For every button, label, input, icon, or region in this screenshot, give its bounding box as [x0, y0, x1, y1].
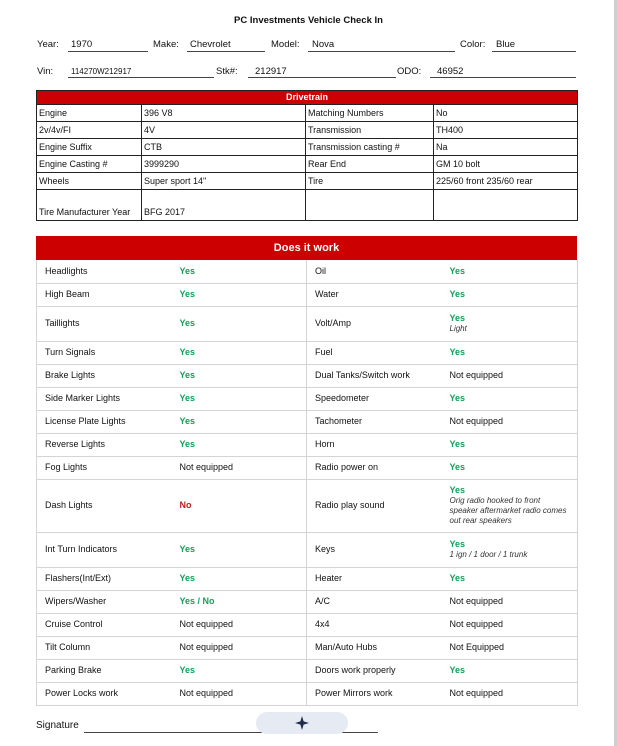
table-row — [37, 122, 578, 139]
item-label: Radio power on — [307, 456, 442, 479]
item-label: Man/Auto Hubs — [307, 636, 442, 659]
year-label: Year: — [37, 39, 59, 50]
item-label: High Beam — [37, 283, 172, 306]
item-status-cell — [442, 387, 578, 410]
vin-underline — [68, 77, 214, 78]
drivetrain-table — [36, 90, 578, 221]
model-underline — [308, 51, 455, 52]
item-status: Yes — [449, 462, 466, 472]
spec-value: Na — [434, 139, 578, 156]
make-label: Make: — [153, 39, 179, 50]
vin-label: Vin: — [37, 66, 54, 77]
item-status-cell — [442, 682, 578, 705]
item-status: No — [172, 479, 307, 532]
stk-underline — [248, 77, 396, 78]
item-label: Dash Lights — [37, 479, 172, 532]
works-table — [36, 260, 578, 706]
item-status: Yes — [449, 439, 466, 449]
table-row — [37, 173, 578, 190]
spec-value: GM 10 bolt — [434, 156, 578, 173]
spec-label: Tire — [306, 173, 434, 190]
stk-field — [216, 66, 287, 77]
item-status-cell — [442, 433, 578, 456]
year-value: 1970 — [71, 39, 93, 50]
item-status-cell — [442, 636, 578, 659]
item-label: Fog Lights — [37, 456, 172, 479]
spec-value: Super sport 14" — [142, 173, 306, 190]
table-row — [37, 139, 578, 156]
table-row — [37, 341, 578, 364]
item-label: Side Marker Lights — [37, 387, 172, 410]
item-label: Power Locks work — [37, 682, 172, 705]
item-note: Light — [449, 324, 467, 333]
item-status-cell — [442, 364, 578, 387]
spec-label: Tire Manufacturer Year — [37, 190, 142, 221]
color-value: Blue — [496, 39, 516, 50]
assist-button[interactable] — [256, 712, 348, 734]
spec-label: Engine Casting # — [37, 156, 142, 173]
make-field — [153, 39, 231, 50]
item-status-cell — [442, 659, 578, 682]
table-row — [37, 387, 578, 410]
spec-value: TH400 — [434, 122, 578, 139]
table-row — [37, 659, 578, 682]
spec-value: No — [434, 105, 578, 122]
item-status-cell — [442, 260, 578, 283]
table-row — [37, 364, 578, 387]
item-status: Not equipped — [172, 456, 307, 479]
item-note: Orig radio hooked to front speaker aftermarket radio comes out rear speakers — [449, 496, 567, 525]
year-underline — [68, 51, 148, 52]
stk-label: Stk#: — [216, 66, 238, 77]
item-status-cell — [442, 410, 578, 433]
item-label: Tachometer — [307, 410, 442, 433]
sparkle-icon — [294, 715, 310, 731]
works-header: Does it work — [36, 236, 577, 260]
item-status: Not equipped — [172, 636, 307, 659]
item-label: Volt/Amp — [307, 306, 442, 341]
item-label: Keys — [307, 532, 442, 567]
item-status-cell — [442, 456, 578, 479]
item-status: Yes — [172, 364, 307, 387]
item-label: Oil — [307, 260, 442, 283]
item-status: Yes — [449, 573, 466, 583]
item-status: Yes — [172, 532, 307, 567]
item-status-cell — [442, 479, 578, 532]
works-section — [36, 236, 577, 706]
table-row — [37, 105, 578, 122]
spec-label: Engine Suffix — [37, 139, 142, 156]
table-row — [37, 260, 578, 283]
item-status: Not equipped — [449, 370, 504, 380]
item-label: Radio play sound — [307, 479, 442, 532]
model-label: Model: — [271, 39, 300, 50]
item-label: Reverse Lights — [37, 433, 172, 456]
spec-value: CTB — [142, 139, 306, 156]
color-label: Color: — [460, 39, 486, 50]
item-label: Speedometer — [307, 387, 442, 410]
item-status: Yes / No — [172, 590, 307, 613]
item-label: Brake Lights — [37, 364, 172, 387]
odo-label: ODO: — [397, 66, 422, 77]
stk-value: 212917 — [255, 66, 287, 77]
spec-label: Wheels — [37, 173, 142, 190]
item-label: Headlights — [37, 260, 172, 283]
item-label: Horn — [307, 433, 442, 456]
spec-label: 2v/4v/FI — [37, 122, 142, 139]
table-row — [37, 613, 578, 636]
spec-label: Engine — [37, 105, 142, 122]
item-status: Not equipped — [449, 596, 504, 606]
item-label: Int Turn Indicators — [37, 532, 172, 567]
item-label: Flashers(Int/Ext) — [37, 567, 172, 590]
color-field — [460, 39, 516, 50]
spec-value: 3999290 — [142, 156, 306, 173]
item-status: Not equipped — [449, 619, 504, 629]
odo-value: 46952 — [437, 66, 464, 77]
make-value: Chevrolet — [190, 39, 231, 50]
table-row — [37, 682, 578, 705]
table-row — [37, 190, 578, 221]
spec-value: 225/60 front 235/60 rear — [434, 173, 578, 190]
item-status: Not equipped — [449, 688, 504, 698]
model-field — [271, 39, 335, 50]
item-status: Yes — [172, 567, 307, 590]
spec-value — [434, 190, 578, 221]
item-label: License Plate Lights — [37, 410, 172, 433]
model-value: Nova — [312, 39, 335, 50]
table-row — [37, 479, 578, 532]
item-label: Tilt Column — [37, 636, 172, 659]
item-status: Yes — [449, 665, 466, 675]
item-label: 4x4 — [307, 613, 442, 636]
item-label: Doors work properly — [307, 659, 442, 682]
year-field — [37, 39, 93, 50]
item-status: Yes — [172, 283, 307, 306]
table-row — [37, 306, 578, 341]
item-label: Heater — [307, 567, 442, 590]
spec-value: 396 V8 — [142, 105, 306, 122]
spec-value: BFG 2017 — [142, 190, 306, 221]
item-status: Yes — [449, 289, 466, 299]
item-status: Yes — [172, 341, 307, 364]
spec-value: 4V — [142, 122, 306, 139]
item-label: A/C — [307, 590, 442, 613]
table-row — [37, 410, 578, 433]
table-row — [37, 590, 578, 613]
item-status: Yes — [172, 659, 307, 682]
signature-label: Signature — [36, 720, 79, 731]
table-row — [37, 433, 578, 456]
vin-value: 114270W212917 — [71, 67, 132, 76]
item-status-cell — [442, 613, 578, 636]
item-status-cell — [442, 341, 578, 364]
odo-field — [397, 66, 464, 77]
item-note: 1 ign / 1 door / 1 trunk — [449, 550, 528, 559]
item-label: Wipers/Washer — [37, 590, 172, 613]
item-label: Dual Tanks/Switch work — [307, 364, 442, 387]
table-row — [37, 636, 578, 659]
item-status: Yes — [172, 410, 307, 433]
item-status-cell — [442, 306, 578, 341]
document-title: PC Investments Vehicle Check In — [234, 15, 383, 26]
item-status: Yes — [449, 485, 466, 495]
item-label: Power Mirrors work — [307, 682, 442, 705]
item-status: Yes — [172, 433, 307, 456]
item-status: Yes — [172, 387, 307, 410]
spec-label: Transmission — [306, 122, 434, 139]
item-status: Yes — [449, 265, 466, 276]
spec-label — [306, 190, 434, 221]
item-status-cell — [442, 590, 578, 613]
item-status: Yes — [449, 393, 466, 403]
spec-label: Transmission casting # — [306, 139, 434, 156]
item-label: Parking Brake — [37, 659, 172, 682]
odo-underline — [430, 77, 576, 78]
item-status: Yes — [449, 347, 466, 357]
item-status-cell — [442, 567, 578, 590]
color-underline — [492, 51, 576, 52]
table-row — [37, 532, 578, 567]
make-underline — [187, 51, 265, 52]
spec-label: Rear End — [306, 156, 434, 173]
item-status: Not equipped — [172, 682, 307, 705]
item-status: Yes — [172, 260, 307, 283]
table-row — [37, 567, 578, 590]
vin-field — [37, 66, 132, 77]
drivetrain-header: Drivetrain — [37, 91, 578, 105]
item-status-cell — [442, 283, 578, 306]
item-status: Yes — [449, 313, 466, 323]
item-label: Turn Signals — [37, 341, 172, 364]
table-row — [37, 283, 578, 306]
item-label: Fuel — [307, 341, 442, 364]
spec-label: Matching Numbers — [306, 105, 434, 122]
item-status: Yes — [449, 539, 466, 549]
item-label: Water — [307, 283, 442, 306]
item-status: Not Equipped — [449, 642, 505, 652]
table-row — [37, 156, 578, 173]
item-label: Taillights — [37, 306, 172, 341]
item-status: Yes — [172, 306, 307, 341]
item-status: Not equipped — [449, 416, 504, 426]
item-status: Not equipped — [172, 613, 307, 636]
table-row — [37, 456, 578, 479]
item-status-cell — [442, 532, 578, 567]
item-label: Cruise Control — [37, 613, 172, 636]
